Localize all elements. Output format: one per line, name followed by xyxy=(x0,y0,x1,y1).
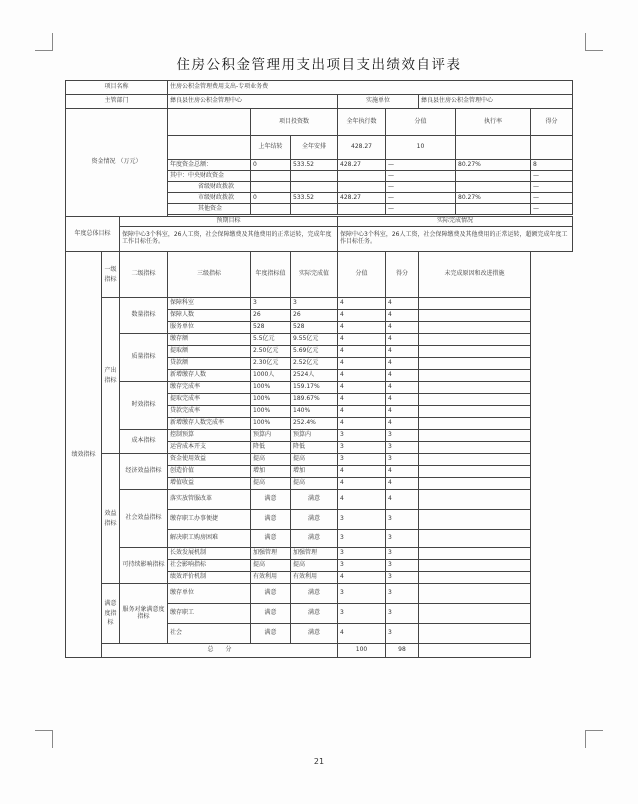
level2-cell: 社会效益指标 xyxy=(120,490,168,548)
score-value-header: 分值 xyxy=(386,109,456,136)
indicator-reason xyxy=(419,442,531,454)
indicator-actual: 9.55亿元 xyxy=(291,334,338,346)
budget-header: 项目投资数 xyxy=(251,109,338,136)
indicator-weight: 3 xyxy=(338,584,386,604)
crop-mark xyxy=(585,730,603,731)
indicator-actual: 提高 xyxy=(291,478,338,490)
indicator-name: 社会 xyxy=(168,624,251,644)
indicator-reason xyxy=(419,430,531,442)
indicator-actual: 满意 xyxy=(291,584,338,604)
indicator-weight: 3 xyxy=(338,604,386,624)
indicator-name: 提取额 xyxy=(168,346,251,358)
indicator-target: 100% xyxy=(251,382,291,394)
indicator-actual: 528 xyxy=(291,322,338,334)
indicator-name: 社会影响指标 xyxy=(168,560,251,572)
indicator-reason xyxy=(419,382,531,394)
indicator-weight: 4 xyxy=(338,572,386,584)
actual-goal-label: 实际完成情况 xyxy=(338,217,573,227)
fund-name: 年度资金总额： xyxy=(168,160,251,171)
indicator-reason xyxy=(419,548,531,560)
planned-goal-label: 预期目标 xyxy=(120,217,338,227)
indicator-actual: 3 xyxy=(291,298,338,310)
level1-header: 一级指标 xyxy=(102,252,120,298)
total-score: 98 xyxy=(386,644,419,658)
indicator-target: 满意 xyxy=(251,490,291,510)
indicator-score: 3 xyxy=(386,624,419,644)
indicator-reason xyxy=(419,406,531,418)
indicator-actual: 满意 xyxy=(291,490,338,510)
page-title: 住房公积金管理用支出项目支出绩效自评表 xyxy=(176,57,462,73)
indicator-weight: 4 xyxy=(338,298,386,310)
fund-executed xyxy=(338,182,386,193)
executed-total: 428.27 xyxy=(338,136,386,160)
indicator-score: 4 xyxy=(386,370,419,382)
indicator-target: 预算内 xyxy=(251,430,291,442)
fund-name: 省级财政拨款 xyxy=(168,182,251,193)
indicator-reason xyxy=(419,478,531,490)
level2-cell: 时效指标 xyxy=(120,382,168,430)
indicator-score: 3 xyxy=(386,584,419,604)
indicator-target: 满意 xyxy=(251,624,291,644)
fund-carry: 0 xyxy=(251,160,291,171)
indicator-target: 1000人 xyxy=(251,370,291,382)
indicator-score: 3 xyxy=(386,604,419,624)
indicator-score: 4 xyxy=(386,490,419,510)
indicator-actual: 降低 xyxy=(291,442,338,454)
indicator-name: 运营成本开支 xyxy=(168,442,251,454)
fund-score: — xyxy=(531,193,573,204)
indicator-name: 落实放管服改革 xyxy=(168,490,251,510)
indicator-actual: 26 xyxy=(291,310,338,322)
indicator-weight: 4 xyxy=(338,382,386,394)
rate-header: 执行率 xyxy=(456,109,531,136)
indicator-actual: 252.4% xyxy=(291,418,338,430)
fund-rate xyxy=(456,204,531,215)
indicator-reason xyxy=(419,310,531,322)
indicator-score: 3 xyxy=(386,572,419,584)
indicator-target: 528 xyxy=(251,322,291,334)
score-header: 得分 xyxy=(531,109,573,136)
indicator-name: 保障人数 xyxy=(168,310,251,322)
indicator-name: 服务单位 xyxy=(168,322,251,334)
indicator-reason xyxy=(419,394,531,406)
crop-mark xyxy=(52,730,53,748)
indicator-score: 4 xyxy=(386,310,419,322)
blank-cell xyxy=(456,136,531,160)
indicator-actual: 189.67% xyxy=(291,394,338,406)
level2-cell: 质量指标 xyxy=(120,334,168,382)
indicator-name: 缴存职工办事便捷 xyxy=(168,510,251,530)
indicator-score: 4 xyxy=(386,358,419,370)
level3-header: 三级指标 xyxy=(168,252,251,298)
indicator-reason xyxy=(419,454,531,466)
fund-name: 市级财政拨款 xyxy=(168,193,251,204)
executed-header: 全年执行数 xyxy=(338,109,386,136)
fund-executed: 428.27 xyxy=(338,193,386,204)
crop-mark xyxy=(585,730,586,748)
indicator-reason xyxy=(419,624,531,644)
indicator-weight: 3 xyxy=(338,442,386,454)
indicator-name: 缴存完成率 xyxy=(168,382,251,394)
indicator-score: 4 xyxy=(386,394,419,406)
fund-annual xyxy=(291,204,338,215)
indicator-score: 4 xyxy=(386,418,419,430)
indicator-actual: 有效利用 xyxy=(291,572,338,584)
crop-mark xyxy=(585,33,586,51)
indicator-score: 3 xyxy=(386,548,419,560)
indicator-weight: 3 xyxy=(338,560,386,572)
project-label: 项目名称 xyxy=(66,81,168,95)
reason-header: 未完成原因和改进措施 xyxy=(419,252,531,298)
indicator-reason xyxy=(419,510,531,530)
indicator-name: 缴存额 xyxy=(168,334,251,346)
indicator-score: 4 xyxy=(386,346,419,358)
indicator-weight: 4 xyxy=(338,624,386,644)
carry-header: 上年结转 xyxy=(251,136,291,160)
indicator-name: 解决职工购房困难 xyxy=(168,530,251,548)
indicator-actual: 2524人 xyxy=(291,370,338,382)
indicator-reason xyxy=(419,370,531,382)
fund-name: 其他资金 xyxy=(168,204,251,215)
indicator-score: 3 xyxy=(386,560,419,572)
fund-score-value: — xyxy=(386,160,456,171)
indicator-weight: 4 xyxy=(338,334,386,346)
indicator-weight: 4 xyxy=(338,466,386,478)
indicator-actual: 满意 xyxy=(291,604,338,624)
indicator-target: 100% xyxy=(251,418,291,430)
fund-score-value: — xyxy=(386,171,456,182)
indicator-actual: 提高 xyxy=(291,560,338,572)
indicator-reason xyxy=(419,334,531,346)
indicator-score: 4 xyxy=(386,466,419,478)
crop-mark xyxy=(585,50,603,51)
indicator-name: 绩效评价机制 xyxy=(168,572,251,584)
indicator-target: 2.30亿元 xyxy=(251,358,291,370)
indicator-reason xyxy=(419,560,531,572)
indicator-reason xyxy=(419,322,531,334)
score-value-total: 10 xyxy=(386,136,456,160)
indicator-name: 提取完成率 xyxy=(168,394,251,406)
indicator-reason xyxy=(419,298,531,310)
indicator-actual: 提高 xyxy=(291,454,338,466)
indicator-weight: 4 xyxy=(338,358,386,370)
level2-cell: 经济效益指标 xyxy=(120,454,168,490)
indicator-weight: 4 xyxy=(338,394,386,406)
blank-cell xyxy=(531,136,573,160)
evaluation-table xyxy=(65,80,573,658)
indicator-score: 3 xyxy=(386,454,419,466)
indicator-target: 100% xyxy=(251,394,291,406)
indicator-target: 26 xyxy=(251,310,291,322)
indicator-actual: 159.17% xyxy=(291,382,338,394)
indicator-name: 新增缴存人数完成率 xyxy=(168,418,251,430)
fund-score: — xyxy=(531,171,573,182)
annual-header: 全年安排 xyxy=(291,136,338,160)
indicator-target: 满意 xyxy=(251,584,291,604)
indicator-score: 4 xyxy=(386,322,419,334)
funds-label: 资金情况 （万元） xyxy=(66,109,168,217)
indicator-score: 4 xyxy=(386,382,419,394)
indicator-name: 新增缴存人数 xyxy=(168,370,251,382)
indicator-reason xyxy=(419,584,531,604)
indicator-weight: 3 xyxy=(338,548,386,560)
blank-cell xyxy=(168,109,251,136)
total-label: 总 分 xyxy=(102,644,338,658)
indicator-reason xyxy=(419,346,531,358)
actual-goal-text: 保障中心3个科室，26人工资，社会保障缴费及其他费用的正常运转，超额完成年度工作目标任务。 xyxy=(338,227,573,252)
indicator-target: 100% xyxy=(251,406,291,418)
indicator-target: 有效利用 xyxy=(251,572,291,584)
indicator-actual: 满意 xyxy=(291,530,338,548)
indicator-name: 保障科室 xyxy=(168,298,251,310)
fund-rate: 80.27% xyxy=(456,160,531,171)
indicator-reason xyxy=(419,358,531,370)
indicator-weight: 3 xyxy=(338,510,386,530)
indicator-reason xyxy=(419,418,531,430)
indicator-score: 4 xyxy=(386,478,419,490)
total-weight: 100 xyxy=(338,644,386,658)
fund-carry xyxy=(251,204,291,215)
fund-carry xyxy=(251,182,291,193)
indicator-score: 4 xyxy=(386,298,419,310)
indicator-target: 提高 xyxy=(251,478,291,490)
indicator-name: 缴存单位 xyxy=(168,584,251,604)
indicator-actual: 加强管理 xyxy=(291,548,338,560)
crop-mark xyxy=(35,730,53,731)
fund-annual xyxy=(291,182,338,193)
indicator-target: 降低 xyxy=(251,442,291,454)
indicator-actual: 满意 xyxy=(291,624,338,644)
fund-rate: 80.27% xyxy=(456,193,531,204)
indicator-name: 创造价值 xyxy=(168,466,251,478)
indicator-name: 贷款额 xyxy=(168,358,251,370)
total-reason xyxy=(419,644,531,658)
fund-annual: 533.52 xyxy=(291,160,338,171)
fund-score: — xyxy=(531,182,573,193)
target-header: 年度指标值 xyxy=(251,252,291,298)
indicator-reason xyxy=(419,572,531,584)
fund-annual xyxy=(291,171,338,182)
indicator-target: 5.5亿元 xyxy=(251,334,291,346)
fund-executed: 428.27 xyxy=(338,160,386,171)
indicator-actual: 增加 xyxy=(291,466,338,478)
indicator-name: 控制预算 xyxy=(168,430,251,442)
indicator-weight: 3 xyxy=(338,430,386,442)
agency-value: 彝良县住房公积金管理中心 xyxy=(168,95,338,109)
indicator-target: 提高 xyxy=(251,560,291,572)
level1-cell: 效益指标 xyxy=(102,454,120,584)
fund-score-value: — xyxy=(386,193,456,204)
indicator-target: 满意 xyxy=(251,604,291,624)
score-header: 得分 xyxy=(386,252,419,298)
indicator-weight: 4 xyxy=(338,310,386,322)
level2-cell: 数量指标 xyxy=(120,298,168,334)
indicator-name: 增值收益 xyxy=(168,478,251,490)
indicator-weight: 4 xyxy=(338,490,386,510)
indicator-reason xyxy=(419,466,531,478)
indicator-target: 满意 xyxy=(251,510,291,530)
fund-score-value: — xyxy=(386,182,456,193)
indicator-actual: 预算内 xyxy=(291,430,338,442)
fund-score: — xyxy=(531,204,573,215)
level2-header: 二级指标 xyxy=(120,252,168,298)
indicator-weight: 4 xyxy=(338,478,386,490)
indicator-name: 缴存职工 xyxy=(168,604,251,624)
indicator-target: 增加 xyxy=(251,466,291,478)
indicator-weight: 4 xyxy=(338,406,386,418)
fund-name: 其中：中央财政资金 xyxy=(168,171,251,182)
indicator-actual: 140% xyxy=(291,406,338,418)
crop-mark xyxy=(52,33,53,51)
fund-rate xyxy=(456,171,531,182)
fund-carry xyxy=(251,171,291,182)
indicator-target: 3 xyxy=(251,298,291,310)
fund-score: 8 xyxy=(531,160,573,171)
indicator-score: 3 xyxy=(386,430,419,442)
fund-rate xyxy=(456,182,531,193)
actual-header: 实际完成值 xyxy=(291,252,338,298)
indicator-score: 3 xyxy=(386,442,419,454)
indicator-name: 长效发展机制 xyxy=(168,548,251,560)
fund-carry: 0 xyxy=(251,193,291,204)
fund-annual: 533.52 xyxy=(291,193,338,204)
indicator-target: 加强管理 xyxy=(251,548,291,560)
impl-agency-value: 彝良县住房公积金管理中心 xyxy=(419,95,573,109)
indicator-weight: 3 xyxy=(338,530,386,548)
weight-header: 分值 xyxy=(338,252,386,298)
level1-cell: 产出指标 xyxy=(102,298,120,454)
indicator-reason xyxy=(419,604,531,624)
indicator-actual: 满意 xyxy=(291,510,338,530)
level2-cell: 成本指标 xyxy=(120,430,168,454)
indicator-weight: 4 xyxy=(338,418,386,430)
blank-cell xyxy=(168,136,251,160)
indicator-name: 资金使用效益 xyxy=(168,454,251,466)
indicator-score: 3 xyxy=(386,510,419,530)
fund-score-value: — xyxy=(386,204,456,215)
indicator-target: 满意 xyxy=(251,530,291,548)
indicator-weight: 3 xyxy=(338,454,386,466)
indicator-score: 3 xyxy=(386,530,419,548)
page-number: 21 xyxy=(313,757,325,766)
indicator-actual: 2.52亿元 xyxy=(291,358,338,370)
indicator-weight: 4 xyxy=(338,370,386,382)
indicator-target: 2.50亿元 xyxy=(251,346,291,358)
indicator-reason xyxy=(419,490,531,510)
fund-executed xyxy=(338,171,386,182)
indicator-score: 4 xyxy=(386,334,419,346)
indicator-weight: 4 xyxy=(338,346,386,358)
agency-label: 主管部门 xyxy=(66,95,168,109)
crop-mark xyxy=(35,50,53,51)
indicator-score: 4 xyxy=(386,406,419,418)
project-value: 住房公积金管理费用支出-专项业务费 xyxy=(168,81,573,95)
level1-cell: 满意度指标 xyxy=(102,584,120,644)
planned-goal-text: 保障中心3个科室，26人工资，社会保障缴费及其他费用的正常运转，完成年度工作目标任务。 xyxy=(120,227,338,252)
indicator-reason xyxy=(419,530,531,548)
impl-agency-label: 实施单位 xyxy=(338,95,419,109)
indicator-name: 贷款完成率 xyxy=(168,406,251,418)
indicator-weight: 4 xyxy=(338,322,386,334)
level2-cell: 可持续影响指标 xyxy=(120,548,168,584)
indicators-label: 绩效指标 xyxy=(66,252,102,658)
indicator-target: 提高 xyxy=(251,454,291,466)
fund-executed xyxy=(338,204,386,215)
goals-label: 年度总体目标 xyxy=(66,217,120,252)
level2-cell: 服务对象满意度指标 xyxy=(120,584,168,644)
indicator-actual: 5.69亿元 xyxy=(291,346,338,358)
